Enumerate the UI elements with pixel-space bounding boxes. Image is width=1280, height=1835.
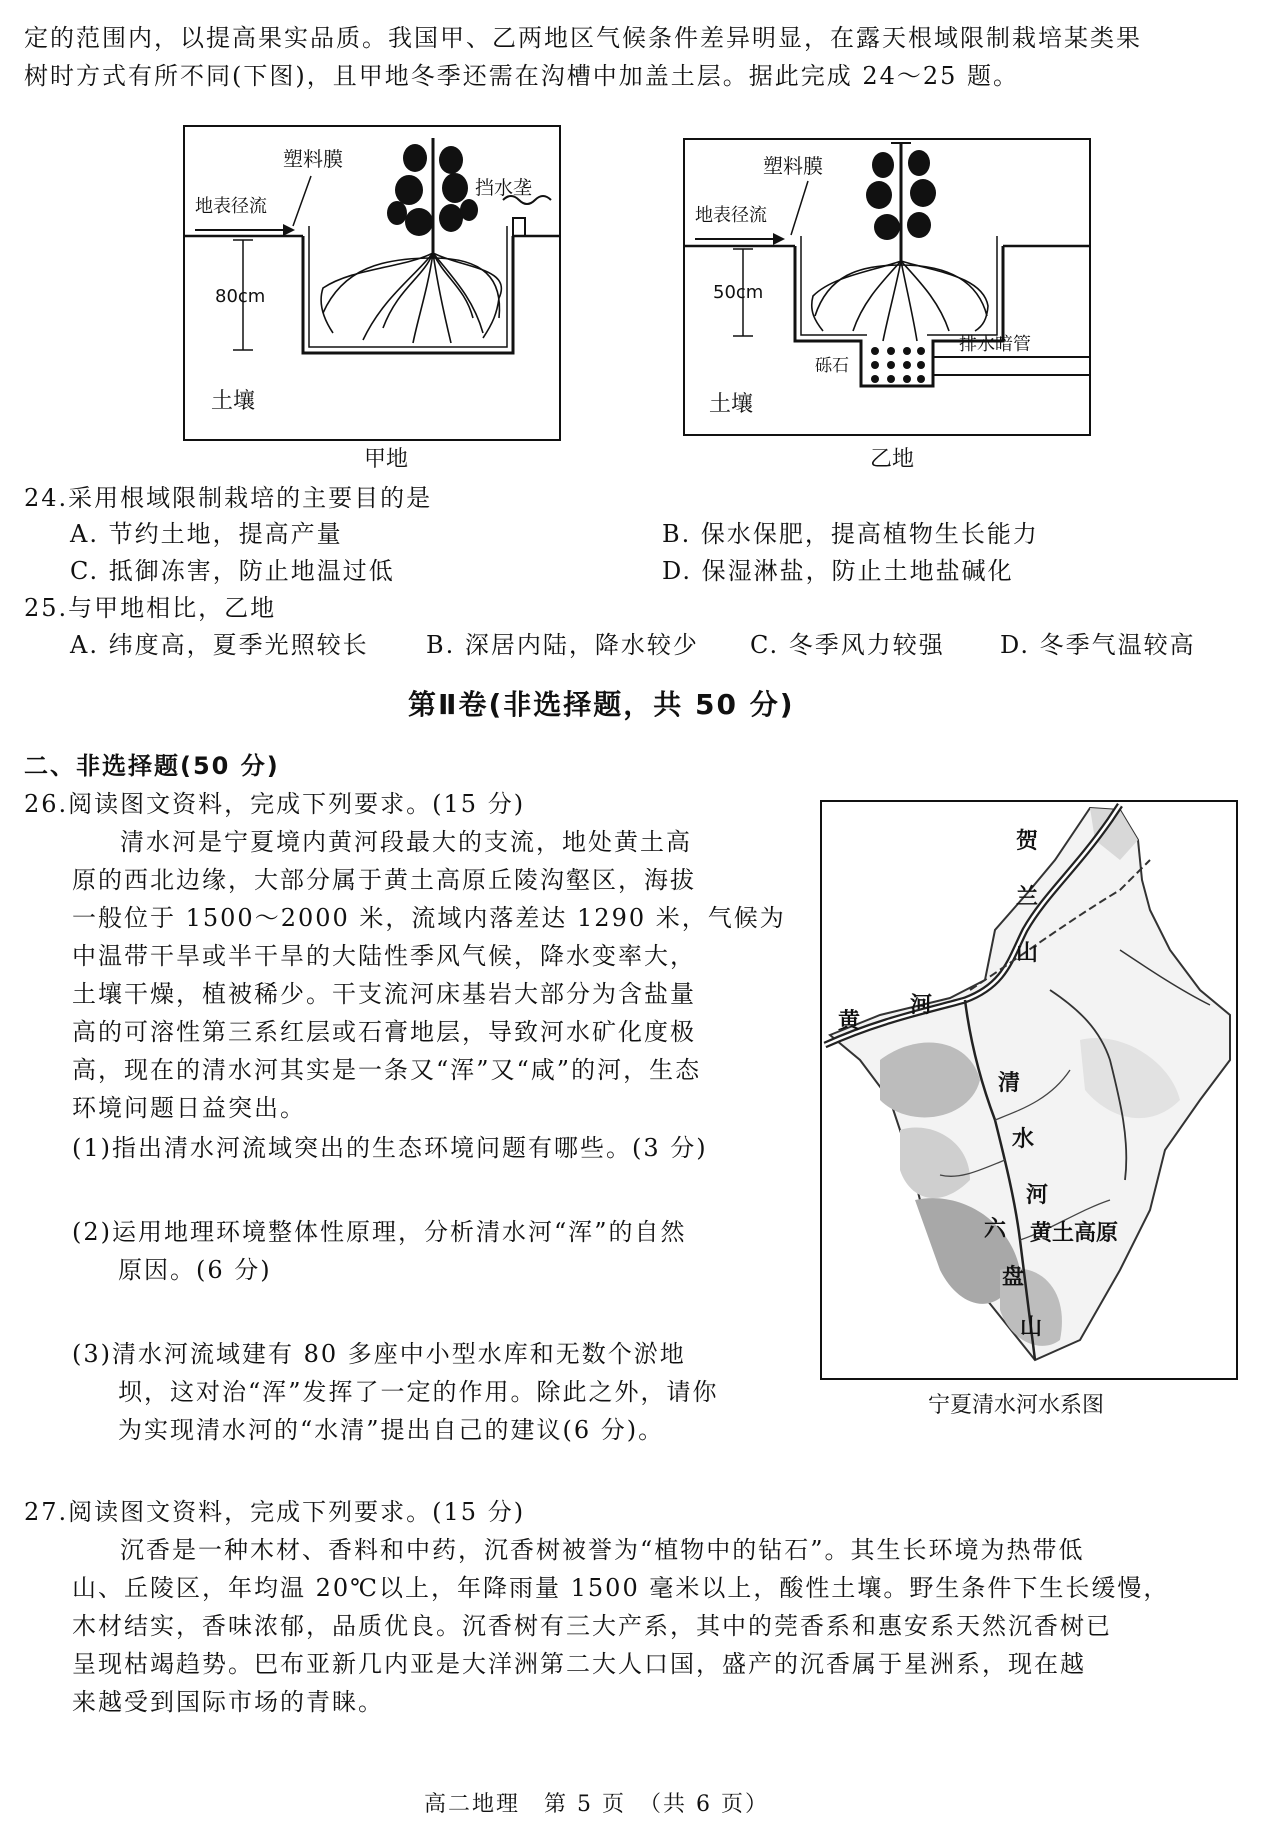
q26-para-7: 高，现在的清水河其实是一条又“浑”又“咸”的河，生态 — [72, 1056, 702, 1084]
q26-stem: 26.阅读图文资料，完成下列要求。(15 分) — [24, 790, 526, 818]
q24-option-b: B. 保水保肥，提高植物生长能力 — [662, 520, 1039, 548]
jia-depth-label: 80cm — [215, 286, 266, 307]
q25-option-d: D. 冬季气温较高 — [1000, 631, 1196, 659]
section2-subtitle: 二、非选择题(50 分) — [24, 752, 280, 780]
yi-depth-label: 50cm — [713, 282, 764, 303]
jia-soil-label: 土壤 — [211, 389, 256, 414]
jia-runoff-label: 地表径流 — [195, 196, 267, 217]
map-label-he2: 河 — [1026, 1183, 1049, 1208]
q26-para-8: 环境问题日益突出。 — [72, 1094, 306, 1122]
q26-sub3-line2: 坝，这对治“浑”发挥了一定的作用。除此之外，请你 — [118, 1378, 719, 1406]
q26-sub3-line3: 为实现清水河的“水清”提出自己的建议(6 分)。 — [118, 1416, 665, 1444]
q24-option-c: C. 抵御冻害，防止地温过低 — [70, 557, 395, 585]
map-label-shan: 山 — [1016, 941, 1039, 966]
map-label-loess: 黄土高原 — [1030, 1221, 1119, 1246]
jia-film-label: 塑料膜 — [283, 147, 343, 171]
yi-drain-label: 排水暗管 — [959, 334, 1031, 355]
yi-runoff-label: 地表径流 — [695, 205, 767, 226]
q26-sub2-line2: 原因。(6 分) — [118, 1256, 272, 1284]
q25-option-b: B. 深居内陆，降水较少 — [426, 631, 699, 659]
q27-line-2: 山、丘陵区，年均温 20℃以上，年降雨量 1500 毫米以上，酸性土壤。野生条件下生长缓慢， — [72, 1574, 1170, 1602]
q27-line-3: 木材结实，香味浓郁，品质优良。沉香树有三大产系，其中的莞香系和惠安系天然沉香树已 — [72, 1612, 1112, 1640]
map-label-lan: 兰 — [1016, 885, 1039, 910]
q24-option-a: A. 节约土地，提高产量 — [70, 520, 343, 548]
q26-para-5: 土壤干燥，植被稀少。干支流河床基岩大部分为含盐量 — [72, 980, 696, 1008]
q26-sub2-line1: (2)运用地理环境整体性原理，分析清水河“浑”的自然 — [72, 1218, 687, 1246]
figure-yi — [683, 131, 1093, 441]
q26-para-1: 清水河是宁夏境内黄河段最大的支流，地处黄土高 — [120, 828, 692, 856]
intro-line-1: 定的范围内，以提高果实品质。我国甲、乙两地区气候条件差异明显，在露天根域限制栽培某类果 — [24, 24, 1142, 52]
page-footer: 高二地理 第 5 页 （共 6 页） — [424, 1792, 769, 1817]
q26-para-2: 原的西北边缘，大部分属于黄土高原丘陵沟壑区，海拔 — [72, 866, 696, 894]
q27-line-1: 沉香是一种木材、香料和中药，沉香树被誉为“植物中的钻石”。其生长环境为热带低 — [120, 1536, 1085, 1564]
figure-jia — [183, 118, 563, 448]
yi-film-label: 塑料膜 — [763, 154, 823, 178]
q26-para-6: 高的可溶性第三系红层或石膏地层，导致河水矿化度极 — [72, 1018, 696, 1046]
figure-jia-caption: 甲地 — [364, 447, 409, 472]
q25-option-a: A. 纬度高，夏季光照较长 — [70, 631, 369, 659]
q27-line-5: 来越受到国际市场的青睐。 — [72, 1688, 384, 1716]
intro-line-2: 树时方式有所不同(下图)，且甲地冬季还需在沟槽中加盖土层。据此完成 24～25 题。 — [24, 62, 1020, 90]
map-label-shan2: 山 — [1020, 1315, 1043, 1340]
q27-stem: 27.阅读图文资料，完成下列要求。(15 分) — [24, 1498, 526, 1526]
map-label-hh: 河 — [910, 993, 933, 1018]
map-label-he: 贺 — [1016, 829, 1039, 854]
map-label-huang: 黄 — [838, 1009, 861, 1034]
q25-option-c: C. 冬季风力较强 — [750, 631, 945, 659]
yi-soil-label: 土壤 — [709, 392, 754, 417]
map-label-qing: 清 — [998, 1071, 1021, 1096]
q27-line-4: 呈现枯竭趋势。巴布亚新几内亚是大洋洲第二大人口国，盛产的沉香属于星洲系，现在越 — [72, 1650, 1086, 1678]
ningxia-qingshui-river-map — [820, 800, 1238, 1380]
map-label-pan: 盘 — [1002, 1265, 1025, 1290]
figure-yi-caption: 乙地 — [870, 447, 915, 472]
q26-para-4: 中温带干旱或半干旱的大陆性季风气候，降水变率大， — [72, 942, 696, 970]
q25-stem: 25.与甲地相比，乙地 — [24, 594, 277, 622]
q24-stem: 24.采用根域限制栽培的主要目的是 — [24, 484, 433, 512]
q26-sub3-line1: (3)清水河流域建有 80 多座中小型水库和无数个淤地 — [72, 1340, 686, 1368]
section2-title: 第Ⅱ卷(非选择题，共 50 分) — [408, 688, 795, 721]
q26-sub1: (1)指出清水河流域突出的生态环境问题有哪些。(3 分) — [72, 1134, 708, 1162]
map-label-shui: 水 — [1012, 1127, 1035, 1152]
jia-ridge-label: 挡水垄 — [475, 177, 533, 199]
yi-gravel-label: 砾石 — [815, 356, 849, 376]
q24-option-d: D. 保湿淋盐，防止土地盐碱化 — [662, 557, 1014, 585]
map-label-liu: 六 — [984, 1217, 1007, 1242]
map-caption: 宁夏清水河水系图 — [928, 1393, 1105, 1418]
q26-para-3: 一般位于 1500～2000 米，流域内落差达 1290 米，气候为 — [72, 904, 786, 932]
